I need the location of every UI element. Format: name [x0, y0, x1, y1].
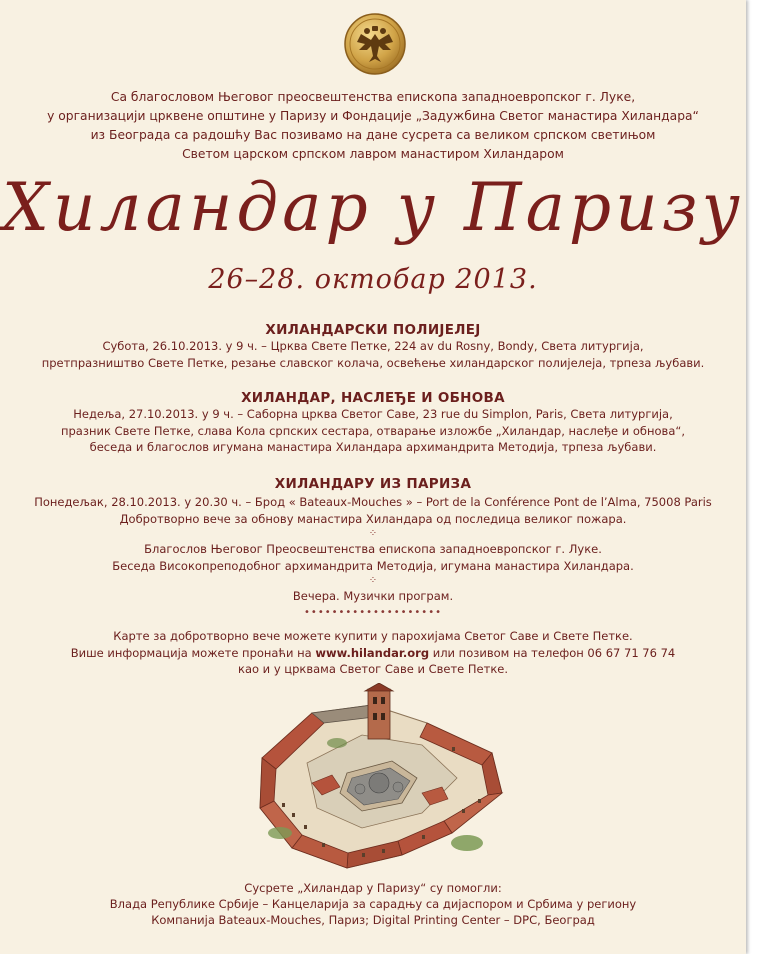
credits	[0, 880, 746, 928]
event-line: Беседа Високопреподобног архимандрита Методија, игумана манастира Хиландара.	[112, 558, 634, 573]
event-heading: ХИЛАНДАР, НАСЛЕЂЕ И ОБНОВА	[241, 390, 505, 406]
intro-text	[0, 88, 746, 164]
event-heading: ХИЛАНДАРУ ИЗ ПАРИЗА	[274, 476, 472, 492]
intro-line: Са благословом Његовог преосвештенства епископа западноевропског г. Луке,	[110, 90, 636, 104]
tickets-text: или позивом на телефон 06 67 71 76 74	[429, 645, 676, 660]
tickets-line: Карте за добротворно вече можете купити у парохијама Светог Саве и Свете Петке.	[113, 629, 633, 643]
event-heading: ХИЛАНДАРСКИ ПОЛИЈЕЛЕЈ	[265, 322, 481, 338]
intro-line: Светом царском српском лавром манастиром Хиландаром	[182, 147, 564, 161]
ornament-separator: ⁘	[368, 528, 378, 539]
credits-line: Влада Републике Србије – Канцеларија за сарадњу са дијаспором и Србима у региону	[109, 897, 637, 911]
event-dates: 26–28. октобар 2013.	[208, 264, 538, 295]
event-description	[0, 494, 746, 621]
dotted-divider: ••••••••••••••••••••	[304, 606, 442, 618]
event-line: Благослов Његовог Преосвештенства епископа западноевропског г. Луке.	[144, 542, 602, 556]
credits-line: Сусрете „Хиландар у Паризу“ су помогли:	[244, 881, 502, 895]
intro-line: у организацији црквене општине у Паризу и Фондације „Задужбина Светог манастира Хиландара“	[47, 109, 699, 123]
ornament-separator: ⁘	[368, 575, 378, 586]
event-section-1	[0, 322, 746, 371]
event-section-2	[0, 390, 746, 456]
page-title: Хиландар у Паризу	[2, 169, 744, 246]
event-line: Субота, 26.10.2013. у 9 ч. – Црква Свете Петке, 224 av du Rosny, Bondy, Света литургија,	[102, 339, 644, 353]
tickets-line: као и у црквама Светог Саве и Свете Петке.	[238, 662, 508, 676]
event-line: Вечера. Музички програм.	[292, 589, 454, 603]
hilandar-monastery-illustration	[252, 683, 510, 875]
event-description	[0, 338, 746, 371]
tickets-info	[0, 628, 746, 678]
event-line: празник Свете Петке, слава Кола српских сестара, отварање изложбе „Хиландар, наслеђе и обнова“,	[60, 423, 685, 438]
event-section-3	[0, 476, 746, 621]
tickets-line	[0, 645, 746, 662]
event-line: Добротворно вече за обнову манастира Хиландара од последица великог пожара.	[119, 511, 627, 526]
credits-line: Компанија Bateaux-Mouches, Париз; Digital Printing Center – DPC, Београд	[151, 913, 595, 927]
website-link[interactable]: www.hilandar.org	[315, 645, 430, 660]
tickets-text: Више информација можете пронаћи на	[70, 645, 316, 660]
event-line: Понедељак, 28.10.2013. у 20.30 ч. – Брод « Bateaux-Mouches » – Port de la Conférence Pont de l’Alma, 75008 Paris	[34, 495, 712, 509]
event-line: Недеља, 27.10.2013. у 9 ч. – Саборна црква Светог Саве, 23 rue du Simplon, Paris, Света литургија,	[73, 407, 673, 421]
double-headed-eagle-seal-icon	[343, 12, 407, 76]
event-description	[0, 406, 746, 456]
event-line: претпразништво Свете Петке, резање славског колача, освећење хиландарског полијелеја, трпеза љубави.	[41, 355, 705, 370]
event-line: беседа и благослов игумана манастира Хиландара архимандрита Методија, трпеза љубави.	[89, 440, 657, 454]
intro-line: из Београда са радошћу Вас позивамо на дане сусрета са великом српском светињом	[90, 128, 656, 142]
